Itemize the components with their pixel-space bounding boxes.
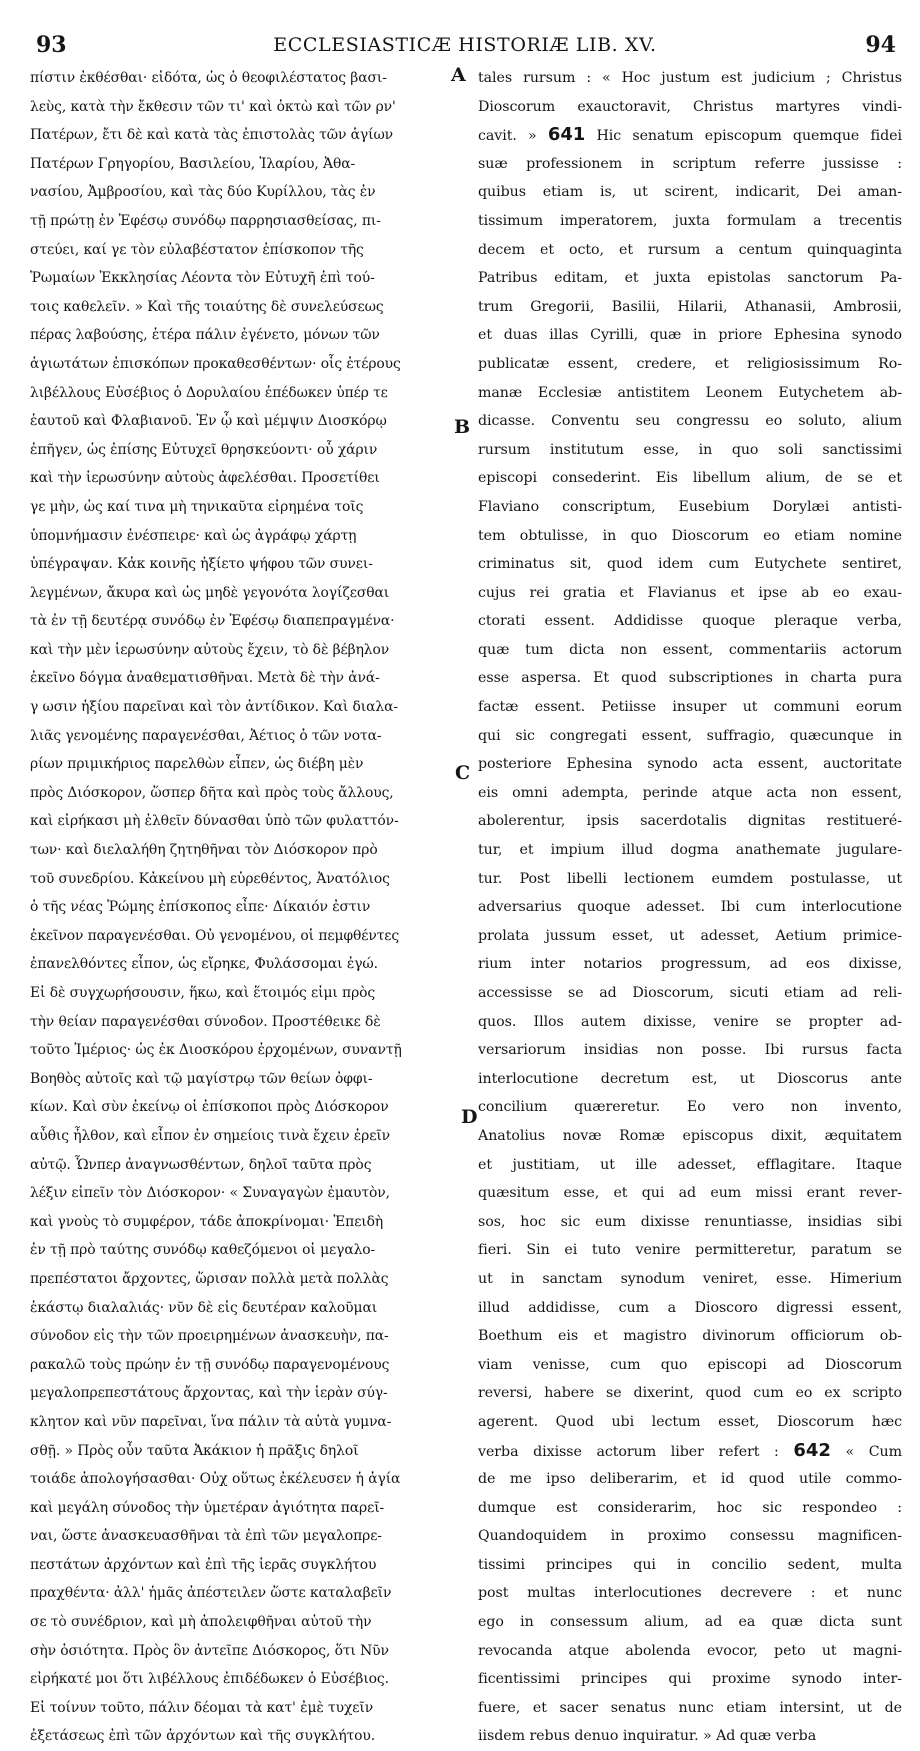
greek-text-line: Ῥωμαίων Ἐκκλησίας Λέοντα τὸν Εὐτυχῆ ἐπὶ τού-: [30, 270, 375, 287]
section-number: 641: [547, 124, 586, 146]
latin-text-line: rium inter notarios progressum, ad eos dixisse,: [478, 956, 902, 973]
greek-text-line: σὴν ὁσιότητα. Πρὸς ὃν ἀντεῖπε Διόσκορος, ὅτι Νῦν: [30, 1642, 389, 1659]
greek-text-line: τοῦτο Ἱμέριος· ὡς ἐκ Διοσκόρου ἐρχομένων, συναντῇ: [30, 1042, 402, 1059]
latin-text-line: post multas interlocutiones decrevere : et nunc: [478, 1585, 902, 1602]
greek-text-line: γ ωσιν ἠξίου παρεῖναι καὶ τὸν ἀντίδικον. Καὶ διαλα-: [30, 699, 398, 716]
greek-text-line: τοις καθελεῖν. » Καὶ τῆς τοιαύτης δὲ συνελεύσεως: [30, 298, 384, 315]
greek-text-line: σθῇ. » Πρὸς οὖν ταῦτα Ἀκάκιον ἡ πρᾶξις δηλοῖ: [30, 1442, 359, 1459]
running-title: ECCLESIASTICÆ HISTORIÆ LIB. XV.: [273, 34, 657, 56]
latin-text-line: eis omni adempta, perinde atque acta non essent,: [478, 784, 902, 801]
greek-text-line: αὐτῷ. Ὧνπερ ἀναγνωσθέντων, δηλοῖ ταῦτα πρὸς: [30, 1156, 372, 1173]
greek-text-line: Εἰ τοίνυν τοῦτο, πάλιν δέομαι τὰ κατ' ἐμὲ τυχεῖν: [30, 1699, 374, 1716]
latin-text-line: esse aspersa. Et quod subscriptiones in charta pura: [478, 670, 902, 687]
latin-text-line: decem et octo, et rursum a centum quinquaginta: [478, 241, 902, 258]
latin-text-line: ctorati essent. Addidisse quoque pleraque verba,: [478, 613, 902, 630]
latin-text-line: accessisse se ad Dioscorum, sicuti etiam ad reli-: [478, 985, 902, 1001]
greek-text-line: κλητον καὶ νῦν παρεῖναι, ἵνα πάλιν τὰ αὐτὰ γυμνα-: [30, 1413, 392, 1430]
greek-text-line: ἐκεῖνο δόγμα ἀναθεματισθῆναι. Μετὰ δὲ τὴν ἀνά-: [30, 670, 380, 687]
greek-text-line: ὁ τῆς νέας Ῥώμης ἐπίσκοπος εἶπε· Δίκαιόν ἐστιν: [30, 899, 371, 916]
latin-text-line: tur. Post libelli lectionem eumdem postulasse, ut: [478, 870, 902, 887]
greek-text-line: ἐν τῇ πρὸ ταύτης συνόδῳ καθεζόμενοι οἱ μεγαλο-: [30, 1242, 376, 1259]
latin-text-line: ego in consessum alium, ad ea quæ dicta sunt: [478, 1614, 902, 1631]
greek-text-line: πεστάτων ἀρχόντων καὶ ἐπὶ τῆς ἱερᾶς συγκλήτου: [30, 1556, 377, 1573]
margin-marker-d: D: [461, 1106, 478, 1128]
latin-text-segment: Hic senatum episcopum quemque fidei: [585, 128, 902, 145]
latin-text-segment: verba dixisse actorum liber refert :: [478, 1443, 794, 1460]
latin-text-line: illud addidisse, cum a Dioscoro digressi essent,: [478, 1299, 902, 1316]
greek-text-line: τῇ πρώτῃ ἐν Ἐφέσῳ συνόδῳ παρρησιασθείσας, πι-: [30, 212, 381, 229]
latin-text-column: [478, 64, 902, 1751]
latin-text-line: tem obtulisse, in quo Dioscorum eo etiam nomine: [478, 527, 902, 544]
greek-text-line: πέρας λαβούσης, ἑτέρα πάλιν ἐγένετο, μόνων τῶν: [30, 327, 380, 344]
latin-text-line: Anatolius novæ Romæ episcopus dixit, æquitatem: [478, 1127, 902, 1144]
greek-text-line: καὶ τὴν ἱερωσύνην αὐτοὺς ἀφελέσθαι. Προσετίθει: [30, 470, 380, 487]
greek-text-line: τὰ ἐν τῇ δευτέρᾳ συνόδῳ ἐν Ἐφέσῳ διαπεπραγμένα·: [30, 613, 395, 630]
latin-text-line: Dioscorum exauctoravit, Christus martyres vindi-: [478, 98, 902, 115]
latin-text-line: Quandoquidem in proximo consessu magnificen-: [478, 1528, 902, 1545]
latin-text-line: interlocutione decretum est, ut Dioscorus ante: [478, 1070, 902, 1087]
latin-text-line: factæ essent. Petiisse insuper ut communi eorum: [478, 699, 902, 716]
latin-text-line: revocanda atque abolenda evocor, peto ut magni-: [478, 1642, 902, 1659]
latin-text-line: publicatæ essent, credere, et religiosissimum Ro-: [478, 355, 902, 372]
latin-text-line: iisdem rebus denuo inquiratur. » Ad quæ verba: [478, 1728, 817, 1745]
greek-text-line: αὖθις ἦλθον, καὶ εἶπον ἐν σημείοις τινὰ ἔχειν ἐρεῖν: [30, 1127, 391, 1144]
latin-text-line: cujus rei gratia et Flavianus et ipse ab eo exau-: [478, 584, 902, 601]
latin-text-line: manæ Ecclesiæ antistitem Leonem Eutychetem ab-: [478, 384, 902, 401]
page-number-right: 94: [865, 32, 896, 58]
greek-text-line: νασίου, Ἀμβροσίου, καὶ τὰς δύο Κυρίλλου, τὰς ἐν: [30, 184, 376, 201]
latin-text-line: et justitiam, ut ille adesset, efflagitare. Itaque: [478, 1156, 902, 1173]
greek-text-line: ἐπῆγεν, ὡς ἐπίσης Εὐτυχεῖ θρησκεύοντι· οὗ χάριν: [30, 441, 378, 458]
latin-text-line: Patribus editam, et juxta epistolas sanctorum Pa-: [478, 270, 902, 287]
greek-text-line: σύνοδον εἰς τὴν τῶν προειρημένων ἀνασκευὴν, πα-: [30, 1328, 389, 1345]
margin-marker-b: B: [454, 416, 471, 438]
page-number-left: 93: [36, 32, 67, 58]
latin-text-line: qui sic congregati essent, suffragio, quæcunque in: [478, 727, 902, 744]
greek-text-line: λέξιν εἰπεῖν τὸν Διόσκορον· « Συναγαγὼν ἐμαυτὸν,: [30, 1185, 390, 1202]
latin-text-line: tales rursum : « Hoc justum est judicium ; Christus: [478, 70, 902, 86]
latin-text-line: de me ipso deliberarim, et id quod utile commo-: [478, 1471, 902, 1488]
greek-text-line: κίων. Καὶ σὺν ἐκείνῳ οἱ ἐπίσκοποι πρὸς Διόσκορον: [30, 1099, 389, 1116]
latin-text-line: rursum institutum esse, in quo soli sanctissimi: [478, 441, 902, 458]
greek-text-line: καὶ τὴν μὲν ἱερωσύνην αὐτοὺς ἔχειν, τὸ δὲ βέβηλον: [30, 641, 390, 658]
greek-text-line: πραχθέντα· ἀλλ' ἡμᾶς ἀπέστειλεν ὥστε καταλαβεῖν: [30, 1585, 392, 1602]
latin-text-line: fuere, et sacer senatus nunc etiam intersint, ut de: [478, 1699, 902, 1716]
latin-text-line: quibus etiam is, ut scirent, indicarit, Dei aman-: [478, 184, 902, 201]
latin-text-line: fieri. Sin ei tuto venire permitteretur, paratum se: [478, 1242, 902, 1259]
greek-text-line: καὶ γνοὺς τὸ συμφέρον, τάδε ἀποκρίνομαι· Ἐπειδὴ: [30, 1213, 384, 1230]
latin-text-line: abolerentur, ipsis sacerdotalis dignitas restitueré-: [478, 813, 902, 830]
greek-text-line: ὑπέγραψαν. Κἀκ κοινῆς ἠξίετο ψήφου τῶν συνει-: [30, 556, 373, 573]
latin-text-line: agerent. Quod ubi lectum esset, Dioscorum hæc: [478, 1413, 902, 1430]
latin-text-line: [478, 1437, 902, 1466]
latin-text-line: dicasse. Conventu seu congressu eo soluto, alium: [478, 413, 902, 430]
greek-text-line: ἑαυτοῦ καὶ Φλαβιανοῦ. Ἐν ᾧ καὶ μέμψιν Διοσκόρῳ: [30, 413, 387, 430]
greek-text-line: μεγαλοπρεπεστάτους ἄρχοντας, καὶ τὴν ἱερὰν σύγ-: [30, 1385, 388, 1402]
greek-text-line: σε τὸ συνέδριον, καὶ μὴ ἀπολειφθῆναι αὐτοῦ τὴν: [30, 1614, 372, 1631]
greek-text-line: ἑκάστῳ διαλαλιάς· νῦν δὲ εἰς δευτέραν καλοῦμαι: [30, 1299, 378, 1316]
latin-text-line: tissimum imperatorem, juxta formulam a trecentis: [478, 212, 902, 229]
greek-text-line: λιβέλλους Εὐσέβιος ὁ Δορυλαίου ἐπέδωκεν ὑπέρ τε: [30, 384, 388, 401]
latin-text-line: tissimi principes qui in concilio sedent, multa: [478, 1556, 902, 1573]
greek-text-line: ὑπομνήμασιν ἐνέσπειρε· καὶ ὡς ἀγράφῳ χάρτῃ: [30, 527, 357, 544]
latin-text-segment: « Cum: [830, 1443, 902, 1460]
greek-text-line: πρὸς Διόσκορον, ὥσπερ δῆτα καὶ πρὸς τοὺς ἄλλους,: [30, 784, 394, 801]
greek-text-line: πίστιν ἐκθέσθαι· εἰδότα, ὡς ὁ θεοφιλέστατος βασι-: [30, 70, 387, 86]
greek-text-line: τὴν θείαν παραγενέσθαι σύνοδον. Προστέθεικε δὲ: [30, 1013, 381, 1030]
greek-text-line: εἰρήκατέ μοι ὅτι λιβέλλους ἐπιδέδωκεν ὁ Εὐσέβιος.: [30, 1671, 389, 1688]
latin-text-line: tur, et impium illud dogma anathemate jugulare-: [478, 842, 902, 859]
latin-text-line: Flaviano conscriptum, Eusebium Dorylæi antisti-: [478, 498, 902, 515]
latin-text-line: dumque est considerarim, hoc sic respondeo :: [478, 1499, 902, 1516]
margin-marker-c: C: [455, 762, 471, 784]
greek-text-line: ἐπανελθόντες εἶπον, ὡς εἴρηκε, Φυλάσσομαι ἐγώ.: [30, 956, 378, 973]
greek-text-line: Πατέρων, ἔτι δὲ καὶ κατὰ τὰς ἐπιστολὰς τῶν ἁγίων: [30, 127, 394, 144]
greek-text-line: ἐξετάσεως ἐπὶ τῶν ἀρχόντων καὶ τῆς συγκλήτου.: [30, 1728, 376, 1745]
latin-text-line: quæ tum dicta non essent, commentariis actorum: [478, 641, 902, 658]
latin-text-line: posteriore Ephesina synodo acta essent, auctoritate: [478, 756, 902, 773]
greek-text-line: λιᾶς γενομένης παραγενέσθαι, Ἀέτιος ὁ τῶν νοτα-: [30, 727, 382, 744]
greek-text-line: τοῦ συνεδρίου. Κἀκείνου μὴ εὑρεθέντος, Ἀνατόλιος: [30, 870, 390, 887]
greek-text-line: λεὺς, κατὰ τὴν ἔκθεσιν τῶν τι' καὶ ὀκτὼ καὶ τῶν ρν': [30, 98, 396, 115]
greek-text-line: τοιάδε ἀπολογήσασθαι· Οὐχ οὕτως ἐκέλευσεν ἡ ἁγία: [30, 1471, 401, 1488]
latin-text-segment: cavit. »: [478, 128, 548, 145]
latin-text-line: concilium quæreretur. Eo vero non invento,: [478, 1099, 902, 1116]
latin-text-line: viam venisse, cum quo episcopi ad Dioscorum: [478, 1356, 902, 1373]
latin-text-line: [478, 121, 902, 150]
latin-text-line: criminatus sit, quod idem cum Eutychete sentiret,: [478, 556, 902, 573]
greek-text-line: καὶ μεγάλη σύνοδος τὴν ὑμετέραν ἁγιότητα παρεῖ-: [30, 1499, 385, 1516]
latin-text-line: episcopi consederint. Eis libellum alium, de se et: [478, 470, 902, 487]
greek-text-line: στεύει, καί γε τὸν εὐλαβέστατον ἐπίσκοπον τῆς: [30, 241, 364, 258]
greek-text-line: πρεπέστατοι ἄρχοντες, ὥρισαν πολλὰ μετὰ πολλὰς: [30, 1270, 389, 1287]
latin-text-line: ut in sanctam synodum veniret, esse. Himerium: [478, 1270, 902, 1287]
latin-text-line: quos. Illos autem dixisse, venire se propter ad-: [478, 1013, 902, 1030]
greek-text-line: γε μὴν, ὡς καί τινα μὴ τηνικαῦτα εἰρημένα τοῖς: [30, 498, 364, 515]
latin-text-line: trum Gregorii, Basilii, Hilarii, Athanasii, Ambrosii,: [478, 298, 902, 315]
latin-text-line: prolata jussum esset, ut adesset, Aetium primice-: [478, 927, 902, 944]
latin-text-line: sos, hoc sic eum dixisse renuntiasse, insidias sibi: [478, 1213, 902, 1230]
greek-text-line: ἁγιωτάτων ἐπισκόπων προκαθεσθέντων· οἷς ἑτέρους: [30, 355, 401, 372]
greek-text-line: λεγμένων, ἄκυρα καὶ ὡς μηδὲ γεγονότα λογίζεσθαι: [30, 584, 390, 601]
greek-text-line: καὶ εἰρήκασι μὴ ἐλθεῖν δύνασθαι ὑπὸ τῶν φυλαττόν-: [30, 813, 399, 830]
greek-text-line: ρίων πριμικήριος παρελθὼν εἶπεν, ὡς διέβη μὲν: [30, 756, 364, 773]
margin-marker-a: A: [451, 64, 466, 86]
latin-text-line: versariorum insidias non posse. Ibi rursus facta: [478, 1042, 902, 1059]
latin-text-line: quæsitum esse, et qui ad eum missi erant rever-: [478, 1185, 902, 1202]
section-number: 642: [793, 1439, 831, 1461]
greek-text-line: ἐκεῖνον παραγενέσθαι. Οὐ γενομένου, οἱ πεμφθέντες: [30, 927, 400, 944]
greek-text-line: Βοηθὸς αὐτοῖς καὶ τῷ μαγίστρῳ τῶν θείων ὀφφι-: [30, 1070, 373, 1087]
latin-text-line: reversi, habere se dixerint, quod cum eo ex scripto: [478, 1385, 902, 1402]
greek-text-line: Πατέρων Γρηγορίου, Βασιλείου, Ἱλαρίου, Ἀθα-: [30, 155, 356, 172]
greek-text-column: [30, 64, 458, 1751]
latin-text-line: Boethum eis et magistro divinorum officiorum ob-: [478, 1328, 902, 1345]
latin-text-line: et duas illas Cyrilli, quæ in priore Ephesina synodo: [478, 327, 902, 344]
greek-text-line: ναι, ὥστε ἀνασκευασθῆναι τὰ ἐπὶ τῶν μεγαλοπρε-: [30, 1528, 382, 1545]
latin-text-line: adversarius quoque adesset. Ibi cum interlocutione: [478, 899, 902, 916]
greek-text-line: Εἰ δὲ συγχωρήσουσιν, ἥκω, καὶ ἕτοιμός εἰμι πρὸς: [30, 985, 376, 1001]
latin-text-line: suæ professionem in scriptum referre jussisse :: [478, 155, 902, 172]
page-header: [30, 28, 900, 62]
greek-text-line: ρακαλῶ τοὺς πρώην ἐν τῇ συνόδῳ παραγενομένους: [30, 1356, 390, 1373]
latin-text-line: ficentissimi principes qui proxime synodo inter-: [478, 1671, 902, 1688]
greek-text-line: των· καὶ διελαλήθη ζητηθῆναι τὸν Διόσκορον πρὸ: [30, 842, 378, 859]
